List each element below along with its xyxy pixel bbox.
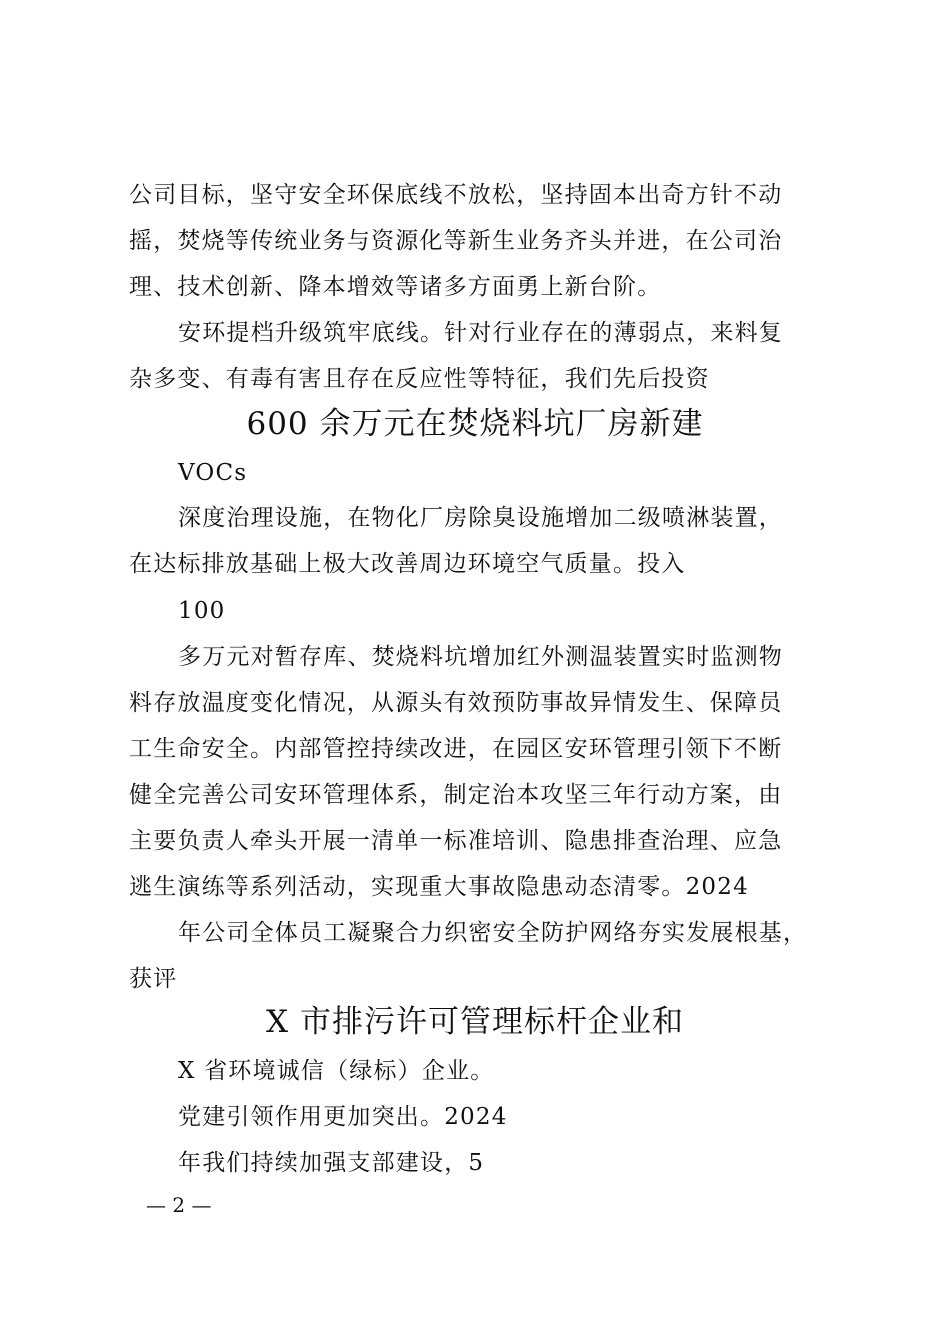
- paragraph-line: 杂多变、有毒有害且存在反应性等特征，我们先后投资: [129, 366, 710, 392]
- paragraph-line: 公司目标，坚守安全环保底线不放松，坚持固本出奇方针不动: [129, 182, 783, 208]
- paragraph-line: X 省环境诚信（绿标）企业。: [178, 1058, 495, 1084]
- paragraph-line: 安环提档升级筑牢底线。针对行业存在的薄弱点，来料复: [178, 320, 783, 346]
- paragraph-line: 多万元对暂存库、焚烧料坑增加红外测温装置实时监测物: [178, 644, 783, 670]
- centered-line: 600 余万元在焚烧料坑厂房新建: [246, 406, 704, 442]
- paragraph-line: 深度治理设施，在物化厂房除臭设施增加二级喷淋装置，: [178, 505, 783, 531]
- centered-line: X 市排污许可管理标杆企业和: [266, 1004, 684, 1040]
- paragraph-line: 获评: [129, 966, 178, 992]
- paragraph-line: 健全完善公司安环管理体系，制定治本攻坚三年行动方案，由: [129, 782, 783, 808]
- paragraph-line: 工生命安全。内部管控持续改进，在园区安环管理引领下不断: [129, 736, 783, 762]
- paragraph-line: 理、技术创新、降本增效等诸多方面勇上新台阶。: [129, 274, 662, 300]
- paragraph-line: 年公司全体员工凝聚合力织密安全防护网络夯实发展根基，: [178, 920, 808, 946]
- paragraph-line: 党建引领作用更加突出。2024: [178, 1104, 508, 1130]
- paragraph-line: 在达标排放基础上极大改善周边环境空气质量。投入: [129, 551, 686, 577]
- paragraph-line: 主要负责人牵头开展一清单一标准培训、隐患排查治理、应急: [129, 828, 783, 854]
- paragraph-line: 逃生演练等系列活动，实现重大事故隐患动态清零。2024: [129, 874, 749, 900]
- paragraph-line: VOCs: [178, 460, 248, 486]
- page-number: — 2 —: [146, 1193, 212, 1217]
- paragraph-line: 100: [178, 598, 226, 624]
- paragraph-line: 年我们持续加强支部建设，5: [178, 1150, 485, 1176]
- paragraph-line: 摇，焚烧等传统业务与资源化等新生业务齐头并进，在公司治: [129, 228, 783, 254]
- paragraph-line: 料存放温度变化情况，从源头有效预防事故异情发生、保障员: [129, 690, 783, 716]
